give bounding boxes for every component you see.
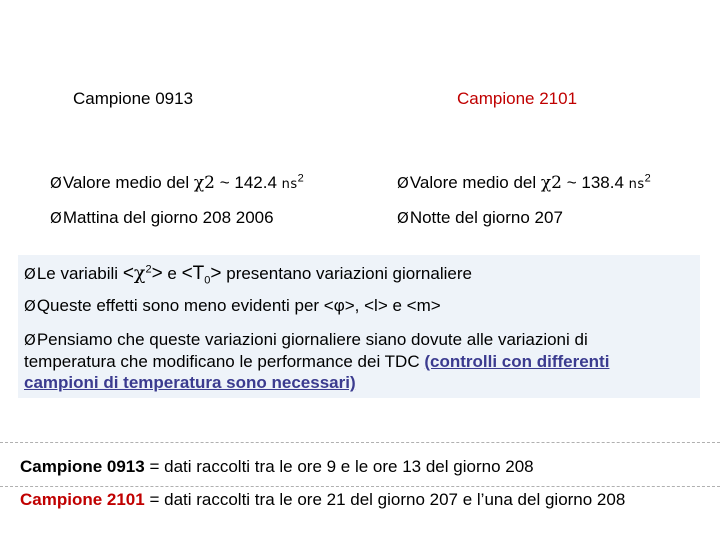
bullet-arrow-icon: Ø bbox=[24, 265, 36, 283]
box-line-samples bbox=[24, 373, 356, 393]
left-unit: ns bbox=[281, 177, 298, 192]
box-lt-symbol: < bbox=[122, 263, 134, 284]
bullet-arrow-icon: Ø bbox=[397, 174, 409, 192]
footer-sample-0913-desc: = dati raccolti tra le ore 9 e le ore 13 del giorno 208 bbox=[144, 457, 534, 476]
box-line3-text: Pensiamo che queste variazioni giornaliere siano dovute alle variazioni di bbox=[36, 330, 588, 349]
left-date-text: Mattina del giorno 208 2006 bbox=[62, 208, 274, 227]
bullet-arrow-icon: Ø bbox=[397, 209, 409, 227]
bullet-arrow-icon: Ø bbox=[50, 174, 62, 192]
bullet-arrow-icon: Ø bbox=[24, 297, 36, 315]
bottom-dashed-separator bbox=[0, 486, 720, 487]
right-date-text: Notte del giorno 207 bbox=[409, 208, 563, 227]
footer-sample-0913-name: Campione 0913 bbox=[20, 457, 145, 476]
right-date-line bbox=[397, 208, 563, 228]
box-line2-vars: <φ>, <l> e <m> bbox=[323, 296, 441, 315]
right-chi-value: ~ 138.4 bbox=[561, 173, 629, 192]
box-line1-rest: presentano variazioni giornaliere bbox=[221, 264, 472, 283]
notes-box bbox=[18, 255, 700, 398]
box-gt2-symbol: > bbox=[210, 263, 222, 284]
box-gt-symbol: > bbox=[151, 263, 163, 284]
left-chi-prefix: Valore medio del bbox=[62, 173, 194, 192]
footer-line-0913 bbox=[20, 457, 534, 477]
left-chi-value: ~ 142.4 bbox=[214, 173, 282, 192]
box-line-temperature bbox=[24, 352, 609, 372]
footer-sample-2101-name: Campione 2101 bbox=[20, 490, 145, 509]
temperature-samples-link[interactable]: campioni di temperatura sono necessari) bbox=[24, 373, 356, 392]
bullet-arrow-icon: Ø bbox=[50, 209, 62, 227]
left-chi-line bbox=[50, 173, 304, 193]
box-line-variables bbox=[24, 262, 472, 285]
box-line1-mid: e bbox=[162, 264, 182, 283]
box-line-hypothesis bbox=[24, 330, 588, 350]
left-unit-exp: 2 bbox=[297, 172, 304, 185]
bullet-arrow-icon: Ø bbox=[24, 331, 36, 349]
footer-line-2101 bbox=[20, 490, 625, 510]
left-chi-symbol: χ2 bbox=[193, 173, 215, 193]
top-dashed-separator bbox=[0, 442, 720, 443]
box-line2-prefix: Queste effetti sono meno evidenti per bbox=[36, 296, 324, 315]
left-date-line bbox=[50, 208, 274, 228]
right-chi-prefix: Valore medio del bbox=[409, 173, 541, 192]
box-t0-symbol: <T bbox=[181, 263, 205, 284]
left-column-title: Campione 0913 bbox=[73, 89, 194, 108]
box-chi-exp: 2 bbox=[145, 263, 152, 276]
box-t0-sub: 0 bbox=[204, 274, 211, 287]
box-line-effects bbox=[24, 296, 441, 316]
box-line4-text: temperatura che modificano le performance dei TDC bbox=[24, 352, 425, 371]
footer-sample-2101-desc: = dati raccolti tra le ore 21 del giorno 207 e l’una del giorno 208 bbox=[144, 490, 626, 509]
right-chi-symbol: χ2 bbox=[540, 173, 562, 193]
right-chi-line bbox=[397, 173, 651, 193]
temperature-controls-link[interactable]: (controlli con differenti bbox=[424, 352, 610, 371]
box-chi-symbol: χ bbox=[133, 262, 146, 284]
right-column-title: Campione 2101 bbox=[457, 89, 578, 108]
right-unit-exp: 2 bbox=[644, 172, 651, 185]
right-unit: ns bbox=[628, 177, 645, 192]
box-line1-prefix: Le variabili bbox=[36, 264, 123, 283]
